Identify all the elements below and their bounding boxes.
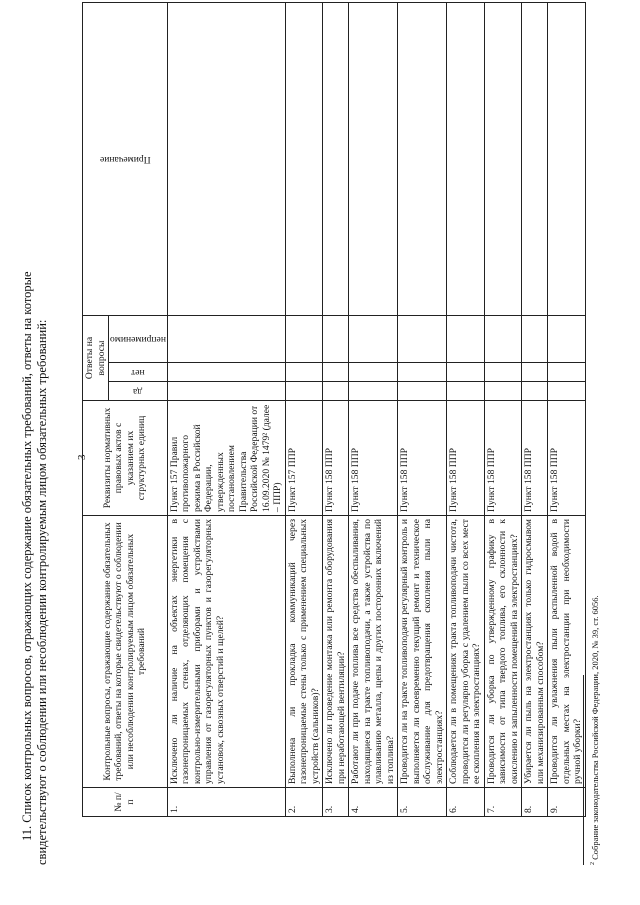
row-note [522, 3, 548, 316]
row-answer-no [548, 363, 586, 382]
row-answer-not-applicable [285, 316, 323, 363]
row-note [167, 3, 285, 316]
row-number: 7. [484, 788, 522, 817]
row-reference: Пункт 158 ППР [447, 401, 485, 516]
row-answer-yes [522, 382, 548, 401]
row-note [548, 3, 586, 316]
row-reference: Пункт 158 ППР [349, 401, 398, 516]
header-number: № п/п [83, 788, 168, 817]
header-note-label: Примечание [99, 153, 151, 165]
row-answer-yes [167, 382, 285, 401]
header-not-applicable-label: неприменимо [110, 333, 166, 345]
table-row [349, 3, 398, 817]
row-question: Проводится ли увлажнения пыли распыленной водой в отдельных местах на электростанции при необходимости ручной уборки? [548, 516, 586, 788]
row-number: 8. [522, 788, 548, 817]
row-question: Исключено ли проведение монтажа или ремонта оборудования при неработающей вентиляции? [323, 516, 349, 788]
header-note [83, 3, 168, 316]
row-reference: Пункт 158 ППР [522, 401, 548, 516]
table-header-row [83, 3, 109, 817]
header-answers: Ответы на вопросы [83, 316, 109, 401]
row-number: 4. [349, 788, 398, 817]
table-row [285, 3, 323, 817]
footnote-text: Собрание законодательства Российской Федерации, 2020, № 39, ст. 6056. [590, 595, 600, 860]
row-note [398, 3, 447, 316]
header-no-answer-label: нет [131, 366, 145, 378]
row-answer-yes [398, 382, 447, 401]
row-answer-not-applicable [349, 316, 398, 363]
row-answer-not-applicable [447, 316, 485, 363]
row-number: 9. [548, 788, 586, 817]
header-yes [109, 382, 168, 401]
table-row [398, 3, 447, 817]
row-question: Убирается ли пыль на электростанциях только гидросмывом или механизированным способом? [522, 516, 548, 788]
row-reference: Пункт 157 ППР [285, 401, 323, 516]
footnote-divider [583, 675, 584, 865]
section-heading [20, 35, 50, 865]
row-answer-yes [447, 382, 485, 401]
page-number: 3 [76, 454, 88, 460]
row-note [285, 3, 323, 316]
row-note [447, 3, 485, 316]
row-answer-not-applicable [323, 316, 349, 363]
row-number: 5. [398, 788, 447, 817]
row-answer-no [484, 363, 522, 382]
row-answer-not-applicable [522, 316, 548, 363]
row-question: Проводится ли на тракте топливоподачи регулярный контроль и выполняется ли своевременно текущий ремонт и техническое обслуживание для предотвращения скопления пыли на электростанциях? [398, 516, 447, 788]
header-yes-label: да [133, 385, 143, 397]
row-answer-no [349, 363, 398, 382]
row-question: Выполнена ли прокладка коммуникаций через газонепроницаемые стены только с применением специальных устройств (сальников)? [285, 516, 323, 788]
row-answer-no [522, 363, 548, 382]
row-question: Соблюдается ли в помещениях тракта топливоподачи чистота, проводится ли регулярно уборка с удалением пыли со всех мест ее скопления на электростанциях? [447, 516, 485, 788]
row-note [349, 3, 398, 316]
row-note [484, 3, 522, 316]
footnote [590, 595, 600, 865]
row-number: 2. [285, 788, 323, 817]
table-row [522, 3, 548, 817]
table-row [484, 3, 522, 817]
row-reference: Пункт 158 ППР [398, 401, 447, 516]
row-answer-not-applicable [548, 316, 586, 363]
row-answer-yes [285, 382, 323, 401]
header-reference: Реквизиты нормативных правовых актов с указанием их структурных единиц [83, 401, 168, 516]
row-answer-no [323, 363, 349, 382]
row-reference: Пункт 158 ППР [548, 401, 586, 516]
row-answer-yes [484, 382, 522, 401]
table-row [548, 3, 586, 817]
header-question: Контрольные вопросы, отражающие содержание обязательных требований, ответы на которые свидетельствуют о соблюдении или несоблюдении контролируемым лицом обязательных требований [83, 516, 168, 788]
row-note [323, 3, 349, 316]
row-answer-not-applicable [167, 316, 285, 363]
row-answer-no [285, 363, 323, 382]
checklist-table [82, 2, 586, 817]
row-answer-not-applicable [484, 316, 522, 363]
heading-line-2: свидетельствуют о соблюдении или несоблюдении контролируемым лицом обязательных требований: [35, 319, 49, 865]
header-not-applicable [109, 316, 168, 363]
row-answer-yes [323, 382, 349, 401]
row-answer-no [398, 363, 447, 382]
row-reference: Пункт 158 ППР [323, 401, 349, 516]
table-row [447, 3, 485, 817]
row-answer-no [447, 363, 485, 382]
row-answer-yes [349, 382, 398, 401]
row-reference: Пункт 158 ППР [484, 401, 522, 516]
row-number: 3. [323, 788, 349, 817]
row-answer-yes [548, 382, 586, 401]
row-question: Исключено ли наличие на объектах энергетики в газонепроницаемых стенах, отделяющих помещения с контрольно-измерительными приборами и устройствами управления от газорегуляторных пунктов и газорегуляторных установок, сквозных отверстий и щелей? [167, 516, 285, 788]
row-number: 6. [447, 788, 485, 817]
row-reference: Пункт 157 Правил противопожарного режима в Российской Федерации, утвержденных постановлением Правительства Российской Федерации от 16.09.2020 № 1479² (далее – ППР) [167, 401, 285, 516]
row-answer-no [167, 363, 285, 382]
footnote-mark: 2 [590, 862, 597, 865]
header-no-answer [109, 363, 168, 382]
table-row [167, 3, 285, 817]
row-question: Проводится ли уборка по утвержденному графику в зависимости от типа твердого топлива, его склонности к окислению и запыленности помещений на электростанциях? [484, 516, 522, 788]
table-row [323, 3, 349, 817]
heading-line-1: 11. Список контрольных вопросов, отражающих содержание обязательных требований, ответы на которые [20, 271, 34, 841]
row-answer-not-applicable [398, 316, 447, 363]
row-number: 1. [167, 788, 285, 817]
row-question: Работают ли при подаче топлива все средства обеспыливания, находящиеся на тракте топливоподачи, а также устройства по улавливанию металла, щепы и других посторонних включений из топлива? [349, 516, 398, 788]
